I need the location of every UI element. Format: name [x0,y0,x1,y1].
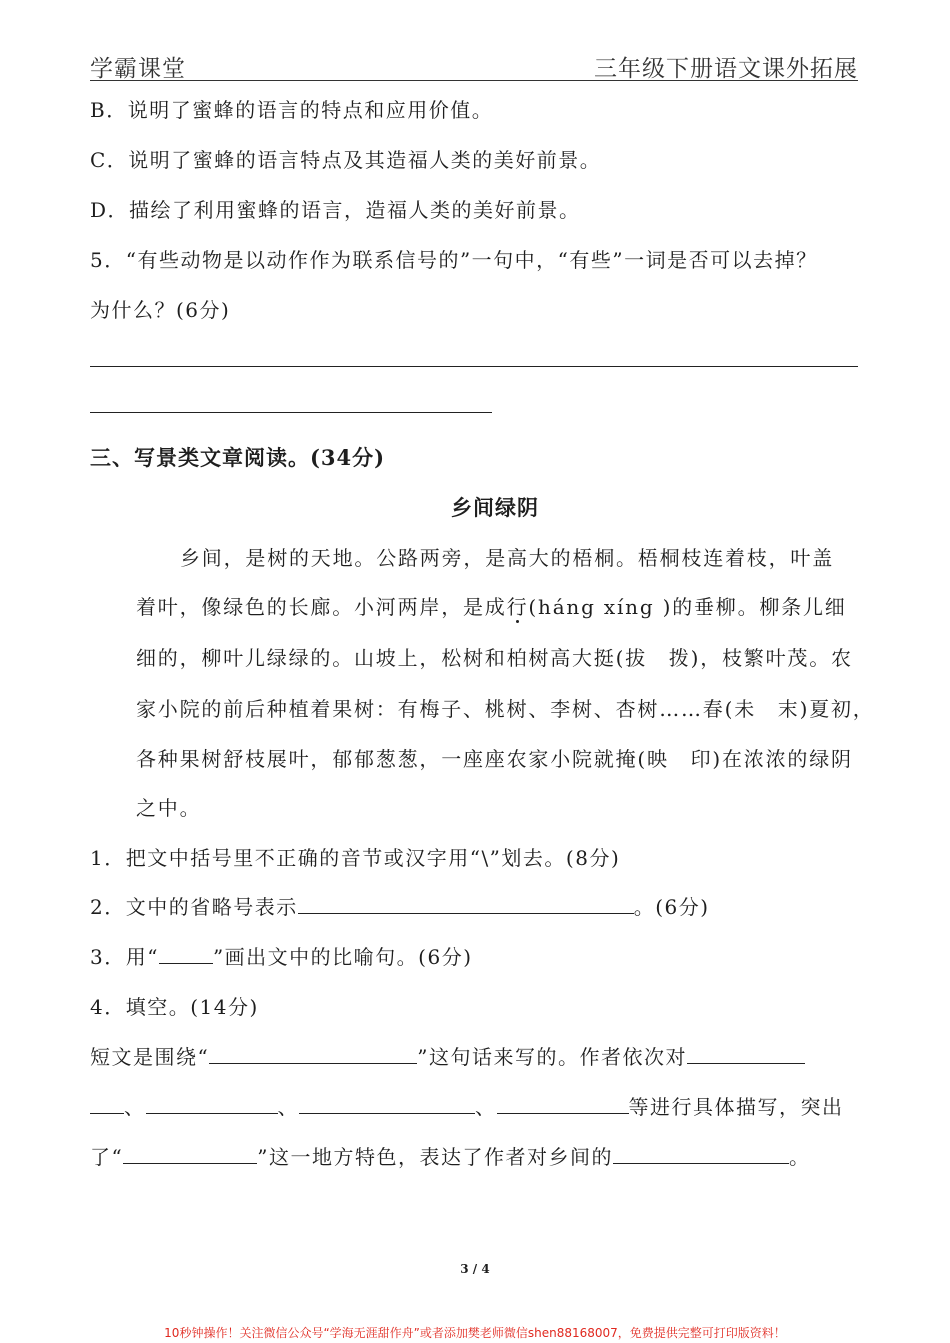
question-5-line1: 5．“有些动物是以动作作为联系信号的”一句中，“有些”一词是否可以去掉？ [90,248,818,272]
fill-text-c: 等进行具体描写，突出 [628,1095,844,1119]
emphasis-dot-char: 行 [506,595,529,619]
question-4: 4．填空。(14分) [90,995,259,1019]
question-2 [90,891,710,920]
fill-blank-3[interactable] [146,1093,278,1114]
question-3-text-a: 3．用“ [90,945,159,969]
fill-blank-4[interactable] [299,1093,475,1114]
answer-line-2[interactable] [90,412,492,413]
fill-blank-2-cont[interactable] [90,1093,124,1114]
fill-sep-2: 、 [277,1095,299,1119]
question-2-blank[interactable] [298,893,634,914]
passage-line-5: 各种果树舒枝展叶，郁郁葱葱，一座座农家小院就掩(映 印)在浓浓的绿阴 [136,747,853,771]
fill-sep-1: 、 [124,1095,146,1119]
fill-text-e: ”这一地方特色，表达了作者对乡间的 [257,1145,613,1169]
question-3 [90,941,473,970]
passage-title: 乡间绿阴 [451,495,539,520]
passage-line-2-part-b: (háng xíng )的垂柳。柳条儿细 [528,595,847,619]
question-2-score: 。(6分) [633,895,710,919]
question-3-underline-sample [159,943,213,964]
passage-line-2-part-a: 着叶，像绿色的长廊。小河两岸，是成 [136,595,507,619]
option-d: D．描绘了利用蜜蜂的语言，造福人类的美好前景。 [90,198,581,222]
fill-line-3 [90,1141,810,1170]
fill-text-d: 了“ [90,1145,124,1169]
fill-blank-6[interactable] [123,1143,257,1164]
passage-line-4: 家小院的前后种植着果树：有梅子、桃树、李树、杏树……春(未 末)夏初， [136,697,875,721]
passage-line-6: 之中。 [136,796,202,820]
fill-text-a: 短文是围绕“ [90,1045,210,1069]
passage-line-1: 乡间，是树的天地。公路两旁，是高大的梧桐。梧桐枝连着枝，叶盖 [180,546,834,570]
fill-text-b: ”这句话来写的。作者依次对 [417,1045,687,1069]
passage-line-2 [136,591,862,620]
fill-sep-3: 、 [475,1095,497,1119]
option-b: B．说明了蜜蜂的语言的特点和应用价值。 [90,98,494,122]
question-5-line2: 为什么？(6分) [90,298,231,322]
header-right-title: 三年级下册语文课外拓展 [594,56,858,82]
question-1: 1．把文中括号里不正确的音节或汉字用“\”划去。(8分) [90,846,621,870]
fill-blank-1[interactable] [209,1043,417,1064]
answer-line-1[interactable] [90,366,858,367]
header-left-title: 学霸课堂 [90,56,186,82]
question-3-text-b: ”画出文中的比喻句。(6分) [212,945,473,969]
fill-blank-5[interactable] [497,1093,629,1114]
fill-line-2 [90,1091,844,1120]
page-number: 3 / 4 [460,1262,490,1276]
passage-line-3: 细的，柳叶儿绿绿的。山坡上，松树和柏树高大挺(拔 拨)，枝繁叶茂。农 [136,646,853,670]
fill-line-1 [90,1041,805,1070]
option-c: C．说明了蜜蜂的语言特点及其造福人类的美好前景。 [90,148,602,172]
fill-blank-2[interactable] [687,1043,805,1064]
question-2-text: 2．文中的省略号表示 [90,895,298,919]
header-divider [90,80,858,81]
section-3-title: 三、写景类文章阅读。(34分) [90,445,386,470]
promo-banner: 10秒钟操作！关注微信公众号“学海无涯甜作舟”或者添加樊老师微信shen88168007，免费提供完整可打印版资料！ [164,1326,786,1340]
fill-end: 。 [788,1145,811,1169]
fill-blank-7[interactable] [613,1143,789,1164]
